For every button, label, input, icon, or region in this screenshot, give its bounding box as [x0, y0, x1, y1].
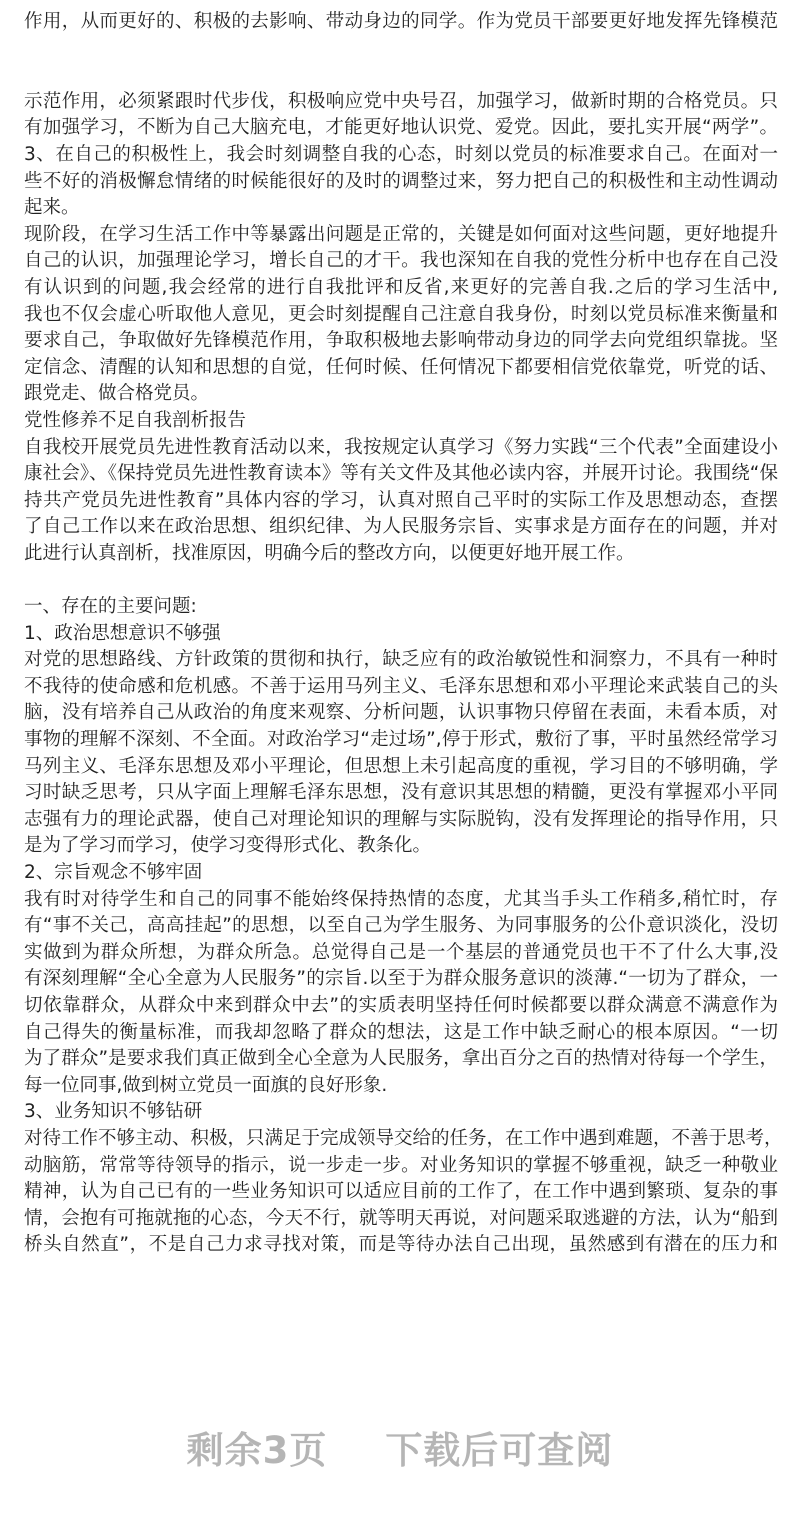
- text-line: 有认识到的问题,我会经常的进行自我批评和反省,来更好的完善自我.之后的学习生活中,: [24, 276, 778, 298]
- text-line: 有深刻理解“全心全意为人民服务”的宗旨.以至于为群众服务意识的淡薄.“一切为了群众，一: [24, 968, 778, 990]
- text-line: 康社会》、《保持党员先进性教育读本》等有关文件及其他必读内容，并展开讨论。我围绕“保: [24, 463, 778, 485]
- text-line: 3、业务知识不够钻研: [24, 1101, 203, 1123]
- text-line: 此进行认真剖析，找准原因，明确今后的整改方向，以便更好地开展工作。: [24, 542, 635, 564]
- blank-line: [24, 567, 778, 594]
- text-line: 持共产党员先进性教育”具体内容的学习，认真对照自己平时的实际工作及思想动态，查摆: [24, 489, 778, 511]
- text-line: 事物的理解不深刻、不全面。对政治学习“走过场”,停于形式，敷衍了事，平时虽然经常学习: [24, 729, 778, 751]
- text-line: 3、在自己的积极性上，我会时刻调整自我的心态，时刻以党员的标准要求自己。在面对一: [24, 143, 778, 165]
- text-line: 现阶段，在学习生活工作中等暴露出问题是正常的，关键是如何面对这些问题，更好地提升: [24, 223, 778, 245]
- text-line: 桥头自然直”，不是自己力求寻找对策，而是等待办法自己出现，虽然感到有潜在的压力和: [24, 1234, 778, 1256]
- remaining-pages-label: 剩余3页: [186, 1429, 328, 1472]
- text-line: 是为了学习而学习，使学习变得形式化、教条化。: [24, 835, 432, 857]
- text-line: 自己得失的衡量标准，而我却忽略了群众的想法，这是工作中缺乏耐心的根本原因。“一切: [24, 1021, 778, 1043]
- text-line: 习时缺乏思考，只从字面上理解毛泽东思想，没有意识其思想的精髓，更没有掌握邓小平同: [24, 782, 778, 804]
- text-line: 起来。: [24, 197, 80, 219]
- blank-line: [24, 62, 778, 89]
- text-line: 切依靠群众，从群众中来到群众中去”的实质表明坚持任何时候都要以群众满意不满意作为: [24, 994, 778, 1016]
- text-line: 精神，认为自己已有的一些业务知识可以适应目前的工作了，在工作中遇到繁琐、复杂的事: [24, 1181, 778, 1203]
- text-line: 我也不仅会虚心听取他人意见，更会时刻提醒自己注意自我身份，时刻以党员标准来衡量和: [24, 303, 778, 325]
- text-line: 要求自己，争取做好先锋模范作用，争取积极地去影响带动身边的同学去向党组织靠拢。坚: [24, 330, 778, 352]
- text-line: 志强有力的理论武器，使自己对理论知识的理解与实际脱钩，没有发挥理论的指导作用，只: [24, 808, 778, 830]
- text-line: 些不好的消极懈怠情绪的时候能很好的及时的调整过来，努力把自己的积极性和主动性调动: [24, 170, 778, 192]
- text-line: 每一位同事,做到树立党员一面旗的良好形象.: [24, 1074, 388, 1096]
- text-line: 我有时对待学生和自己的同事不能始终保持热情的态度，尤其当手头工作稍多,稍忙时，存: [24, 888, 778, 910]
- text-line: 1、政治思想意识不够强: [24, 622, 221, 644]
- text-line: 党性修养不足自我剖析报告: [24, 409, 247, 431]
- text-line: 不我待的使命感和危机感。不善于运用马列主义、毛泽东思想和邓小平理论来武装自己的头: [24, 675, 778, 697]
- download-prompt[interactable]: [0, 1420, 800, 1474]
- text-line: 2、宗旨观念不够牢固: [24, 862, 203, 883]
- text-line: 有加强学习，不断为自己大脑充电，才能更好地认识党、爱党。因此，要扎实开展“两学”。: [24, 117, 778, 139]
- text-line: 了自己工作以来在政治思想、组织纪律、为人民服务宗旨、实事求是方面存在的问题，并对: [24, 516, 778, 538]
- text-line: 自己的认识，加强理论学习，增长自己的才干。我也深知在自我的党性分析中也存在自己没: [24, 250, 778, 272]
- text-line: 为了群众”是要求我们真正做到全心全意为人民服务，拿出百分之百的热情对待每一个学生，: [24, 1048, 778, 1070]
- download-to-view-label[interactable]: 下载后可查阅: [385, 1429, 614, 1472]
- text-line: 马列主义、毛泽东思想及邓小平理论，但思想上未引起高度的重视，学习目的不够明确，学: [24, 755, 778, 777]
- text-line: 对待工作不够主动、积极，只满足于完成领导交给的任务，在工作中遇到难题，不善于思考，: [24, 1127, 783, 1149]
- text-line: 一、存在的主要问题:: [24, 596, 197, 618]
- text-line: 作用，从而更好的、积极的去影响、带动身边的同学。作为党员干部要更好地发挥先锋模范: [24, 11, 778, 32]
- text-line: 对党的思想路线、方针政策的贯彻和执行，缺乏应有的政治敏锐性和洞察力，不具有一种时: [24, 649, 778, 671]
- text-line: 脑，没有培养自己从政治的角度来观察、分析问题，认识事物只停留在表面，未看本质，对: [24, 702, 778, 724]
- text-line: 有“事不关己，高高挂起”的思想，以至自己为学生服务、为同事服务的公仆意识淡化，没切: [24, 915, 778, 937]
- text-line: 定信念、清醒的认知和思想的自觉，任何时候、任何情况下都要相信党依靠党，听党的话、: [24, 356, 778, 378]
- blank-line: [24, 36, 778, 63]
- text-line: 跟党走、做合格党员。: [24, 383, 210, 405]
- text-line: 示范作用，必须紧跟时代步伐，积极响应党中央号召，加强学习，做新时期的合格党员。只: [24, 90, 778, 112]
- text-line: 实做到为群众所想，为群众所急。总觉得自己是一个基层的普通党员也干不了什么大事,没: [24, 941, 778, 963]
- document-body: [24, 9, 783, 1259]
- text-line: 情，会抱有可拖就拖的心态，今天不行，就等明天再说，对问题采取逃避的方法，认为“船到: [24, 1207, 778, 1229]
- text-line: 动脑筋，常常等待领导的指示，说一步走一步。对业务知识的掌握不够重视，缺乏一种敬业: [24, 1154, 778, 1176]
- text-line: 自我校开展党员先进性教育活动以来，我按规定认真学习《努力实践“三个代表”全面建设小: [24, 436, 778, 458]
